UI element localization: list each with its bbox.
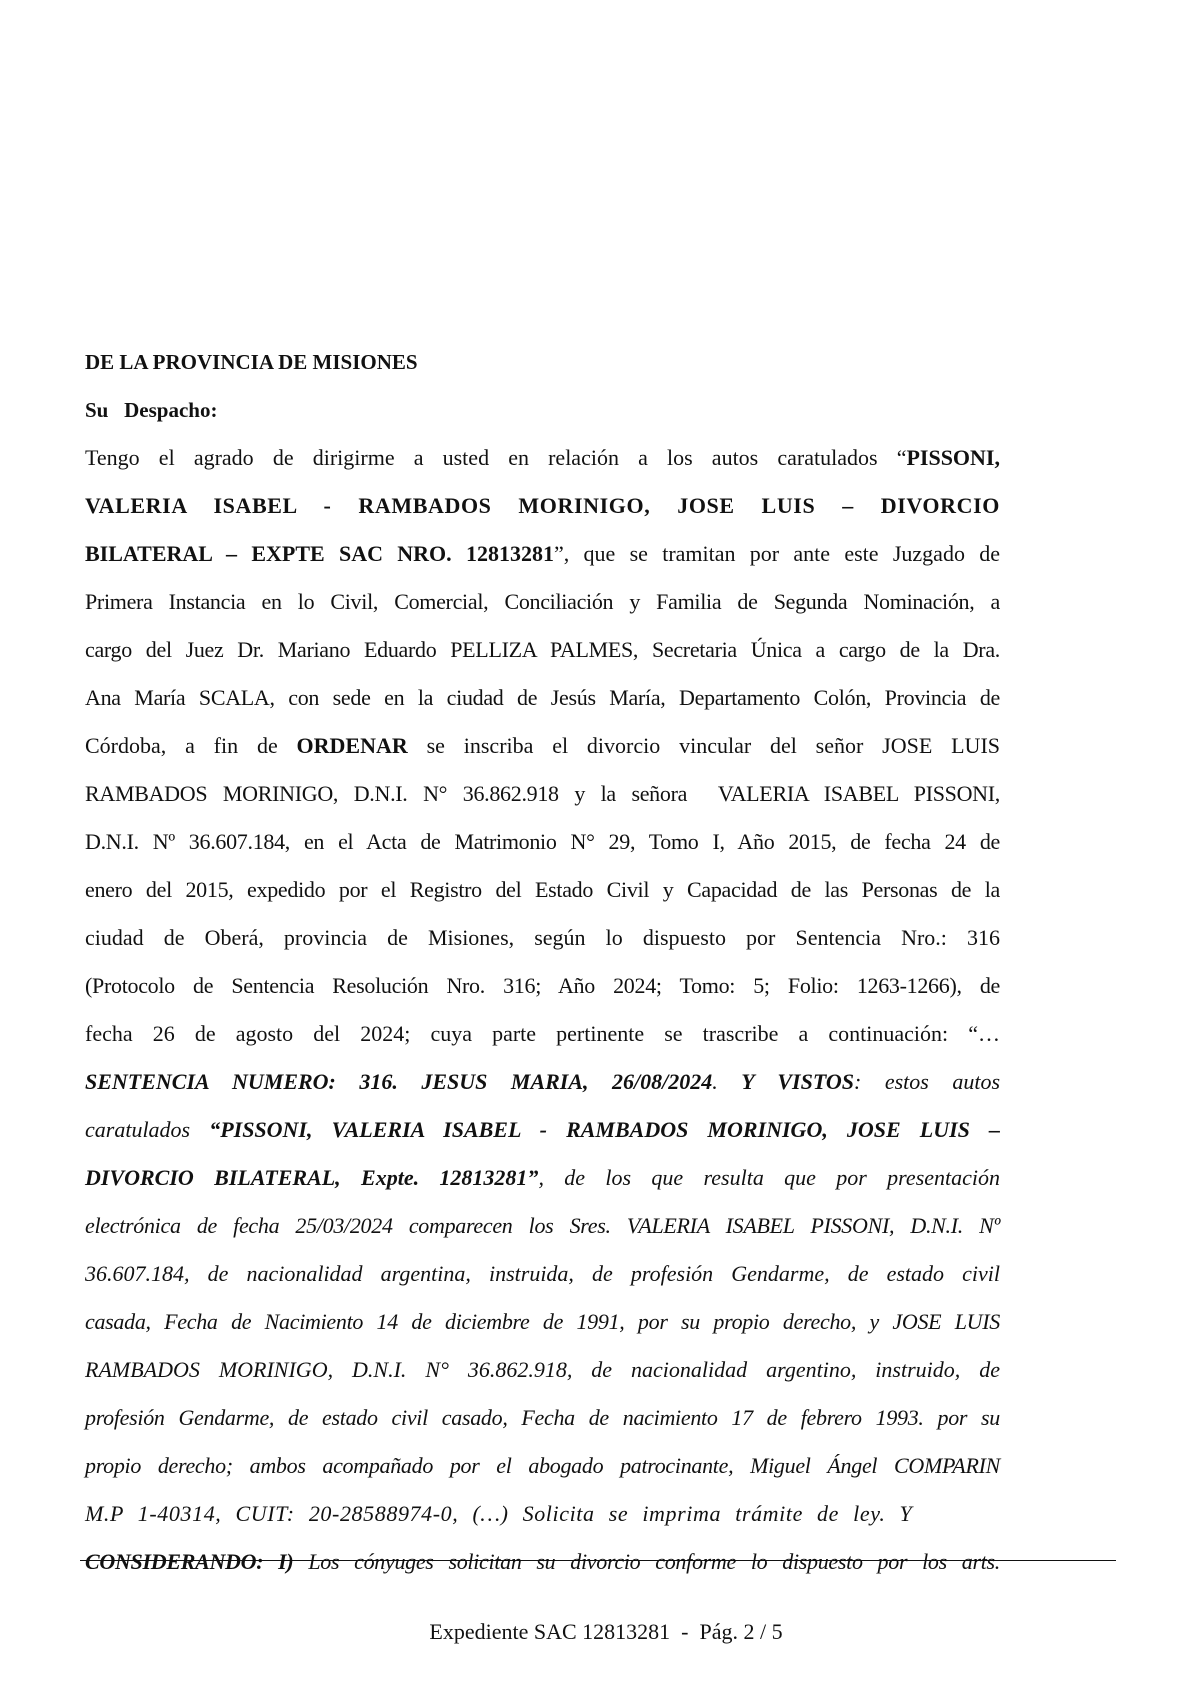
y-vistos-bold-italic: Y VISTOS <box>741 1069 855 1094</box>
body-line <box>85 1298 1000 1346</box>
body-line <box>85 818 1000 866</box>
page-footer <box>0 1593 1190 1671</box>
case-title-bold: VALERIA ISABEL - RAMBADOS MORINIGO, JOSE LUIS – DIVORCIO <box>85 493 1000 518</box>
body-line <box>85 1346 1000 1394</box>
body-line <box>85 962 1000 1010</box>
body-line <box>85 866 1000 914</box>
body-line <box>85 578 1000 626</box>
party-name-bold: PISSONI, <box>906 445 1000 470</box>
body-line <box>85 914 1000 962</box>
italic-text: RAMBADOS MORINIGO, D.N.I. N° 36.862.918, de nacionalidad argentino, instruido, de <box>85 1357 1000 1382</box>
italic-text: caratulados <box>85 1117 210 1142</box>
body-line <box>85 1538 1000 1586</box>
italic-text: 36.607.184, de nacionalidad argentina, instruida, de profesión Gendarme, de estado civil <box>85 1261 1000 1286</box>
body-text: RAMBADOS MORINIGO, D.N.I. N° 36.862.918 y la señora VALERIA ISABEL PISSONI, <box>85 781 1000 806</box>
italic-text: propio derecho; ambos acompañado por el abogado patrocinante, Miguel Ángel COMPARIN <box>85 1453 1000 1478</box>
body-line <box>85 1250 1000 1298</box>
italic-text: , de los que resulta que por presentación <box>538 1165 1001 1190</box>
italic-text: casada, Fecha de Nacimiento 14 de diciembre de 1991, por su propio derecho, y JOSE LUIS <box>85 1309 1000 1334</box>
body-text: ”, que se tramitan por ante este Juzgado de <box>553 541 1001 566</box>
body-line <box>85 674 1000 722</box>
recipient-heading: DE LA PROVINCIA DE MISIONES <box>85 350 418 374</box>
body-line <box>85 1010 1000 1058</box>
body-text: fecha 26 de agosto del 2024; cuya parte pertinente se trascribe a continuación: “… <box>85 1021 1000 1046</box>
body-line <box>85 1490 1000 1538</box>
case-title-bold-italic: DIVORCIO BILATERAL, Expte. 12813281” <box>85 1165 539 1190</box>
body-text: Primera Instancia en lo Civil, Comercial, Conciliación y Familia de Segunda Nominación, a <box>85 589 1000 614</box>
body-line <box>85 626 1000 674</box>
body-line-sentencia <box>85 1058 1000 1106</box>
italic-text: electrónica de fecha 25/03/2024 comparecen los Sres. VALERIA ISABEL PISSONI, D.N.I. Nº <box>85 1213 1000 1238</box>
body-line <box>85 1202 1000 1250</box>
page-number: Pág. 2 / 5 <box>699 1619 783 1644</box>
italic-text: profesión Gendarme, de estado civil casado, Fecha de nacimiento 17 de febrero 1993. por su <box>85 1405 1000 1430</box>
body-text: D.N.I. Nº 36.607.184, en el Acta de Matrimonio N° 29, Tomo I, Año 2015, de fecha 24 de <box>85 829 1000 854</box>
case-title-bold-italic: “PISSONI, VALERIA ISABEL - RAMBADOS MORINIGO, JOSE LUIS – <box>209 1117 1000 1142</box>
body-line <box>85 722 1000 770</box>
italic-text: M.P 1-40314, CUIT: 20-28588974-0, (…) Solicita se imprima trámite de ley. Y <box>85 1501 913 1526</box>
body-line <box>85 530 1000 578</box>
case-number-bold: BILATERAL – EXPTE SAC NRO. 12813281 <box>85 541 554 566</box>
body-text: Córdoba, a fin de <box>85 733 297 758</box>
footer-separator: - <box>670 1619 700 1644</box>
considerando-bold-italic: CONSIDERANDO: I) <box>85 1549 294 1574</box>
italic-text: Los cónyuges solicitan su divorcio conforme lo dispuesto por los arts. <box>293 1549 1001 1574</box>
italic-text: : estos autos <box>854 1069 1001 1094</box>
body-text: (Protocolo de Sentencia Resolución Nro. 316; Año 2024; Tomo: 5; Folio: 1263-1266), de <box>85 973 1000 998</box>
body-text: enero del 2015, expedido por el Registro del Estado Civil y Capacidad de las Personas de la <box>85 877 1000 902</box>
footer-text <box>429 1619 782 1645</box>
document-body <box>85 338 1000 1586</box>
body-line <box>85 434 1000 482</box>
body-line <box>85 770 1000 818</box>
body-line-case-title <box>85 482 1000 530</box>
body-line <box>85 1154 1000 1202</box>
salutation-heading: Su Despacho: <box>85 398 218 422</box>
italic-text: . <box>712 1069 742 1094</box>
body-text: se inscriba el divorcio vincular del señor JOSE LUIS <box>407 733 1001 758</box>
expediente-label: Expediente SAC 12813281 <box>429 1619 671 1644</box>
body-line <box>85 1106 1000 1154</box>
body-text: ciudad de Oberá, provincia de Misiones, según lo dispuesto por Sentencia Nro.: 316 <box>85 925 1000 950</box>
body-text: cargo del Juez Dr. Mariano Eduardo PELLIZA PALMES, Secretaria Única a cargo de la Dra. <box>85 637 1000 662</box>
footer-divider <box>80 1560 1116 1561</box>
ordenar-bold: ORDENAR <box>296 733 408 758</box>
body-line <box>85 1442 1000 1490</box>
body-text: Ana María SCALA, con sede en la ciudad de Jesús María, Departamento Colón, Provincia de <box>85 685 1000 710</box>
body-line <box>85 1394 1000 1442</box>
body-text: Tengo el agrado de dirigirme a usted en relación a los autos caratulados “ <box>85 445 907 470</box>
sentencia-header-bold-italic: SENTENCIA NUMERO: 316. JESUS MARIA, 26/08/2024 <box>85 1069 713 1094</box>
